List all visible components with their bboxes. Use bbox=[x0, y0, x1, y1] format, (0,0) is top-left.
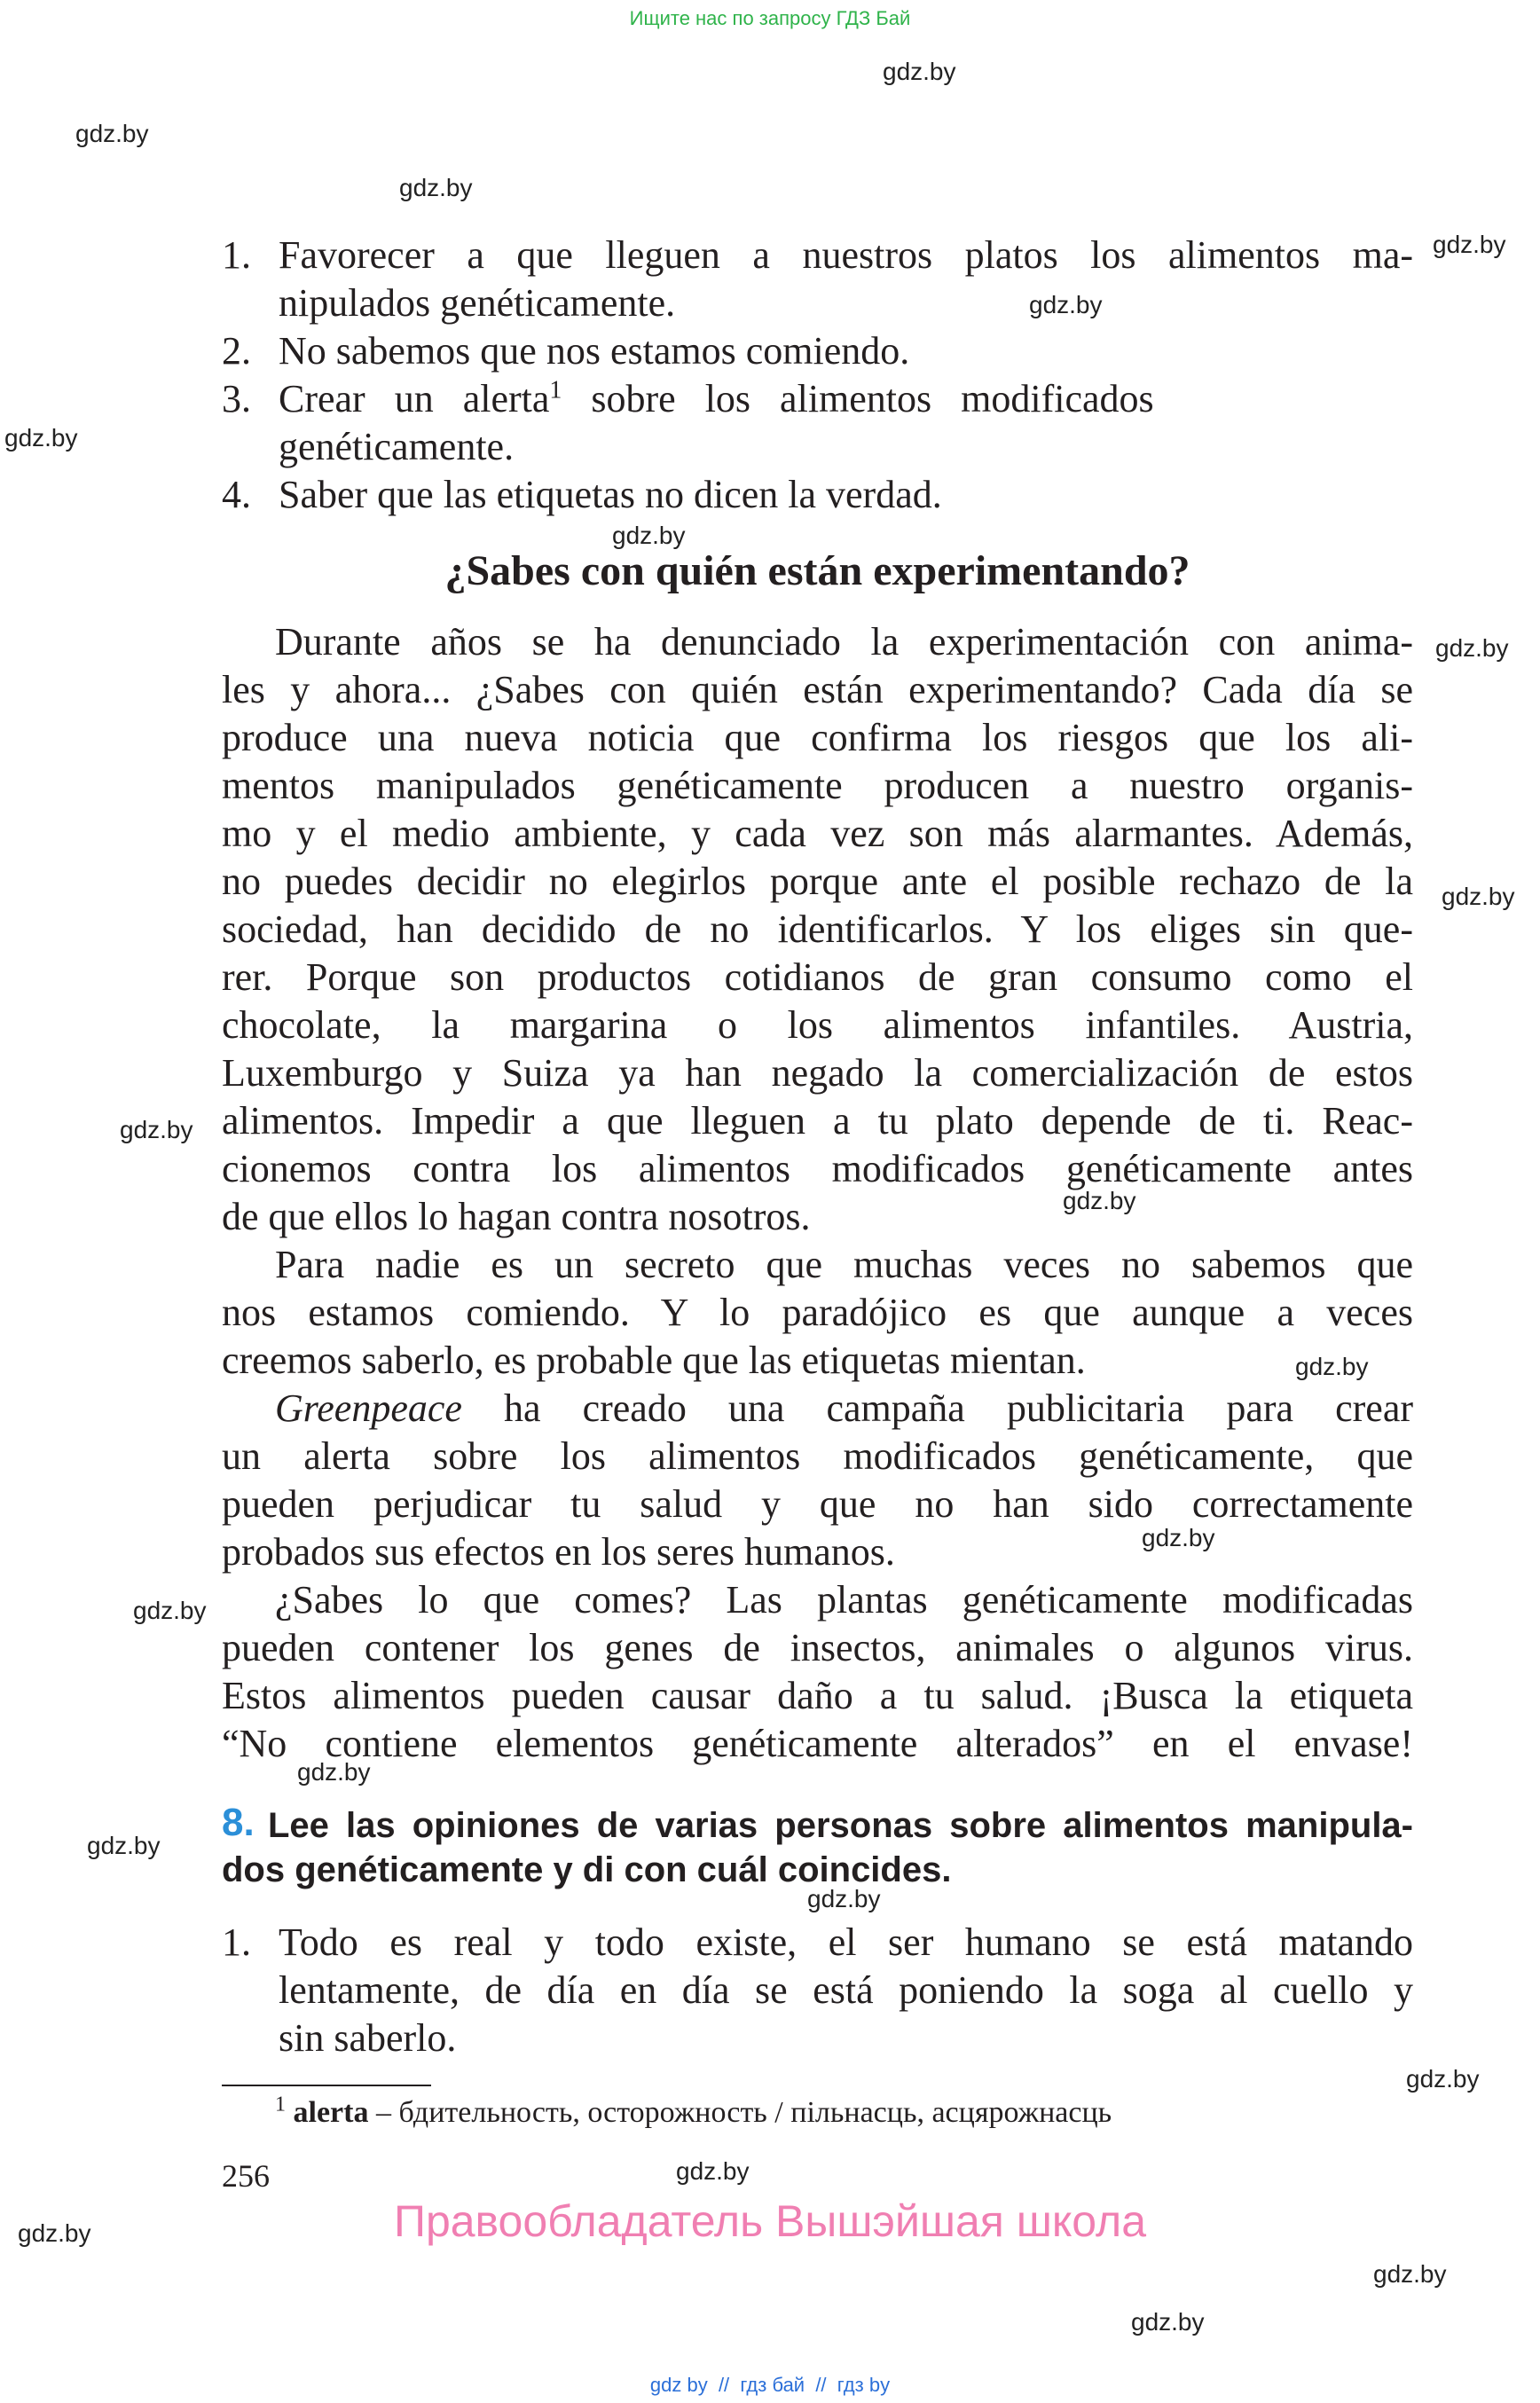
watermark: gdz.by bbox=[1295, 1353, 1369, 1380]
watermark: gdz.by bbox=[87, 1832, 161, 1859]
paragraph-line: no puedes decidir no elegirlos porque ante el posible rechazo de la bbox=[222, 860, 1413, 903]
paragraph-line: mentos manipulados genéticamente producen a nuestro organis- bbox=[222, 764, 1413, 807]
paragraph-line: alimentos. Impedir a que lleguen a tu plato depende de ti. Reac- bbox=[222, 1099, 1413, 1143]
paragraph-line: les y ahora... ¿Sabes con quién están experimentando? Cada día se bbox=[222, 668, 1413, 711]
watermark: gdz.by bbox=[1442, 883, 1515, 910]
exercise-instruction-line: dos genéticamente y di con cuál coincides. bbox=[222, 1850, 952, 1889]
paragraph-line: nos estamos comiendo. Y lo paradójico es que aunque a veces bbox=[222, 1291, 1413, 1334]
footnote-mark: 1 bbox=[275, 2093, 286, 2116]
paragraph-line: “No contiene elementos genéticamente alterados” en el envase! bbox=[222, 1722, 1413, 1765]
paragraph-line: Luxemburgo y Suiza ya han negado la comercialización de estos bbox=[222, 1051, 1413, 1095]
watermark: gdz.by bbox=[1131, 2308, 1205, 2336]
paragraph-line: produce una nueva noticia que confirma los riesgos que los ali- bbox=[222, 716, 1413, 759]
paragraph-line: mo y el medio ambiente, y cada vez son más alarmantes. Además, bbox=[222, 812, 1413, 855]
paragraph-line: creemos saberlo, es probable que las etiquetas mientan. bbox=[222, 1339, 1086, 1382]
paragraph-line: Durante años se ha denunciado la experimentación con anima- bbox=[275, 620, 1413, 664]
watermark: gdz.by bbox=[1406, 2065, 1480, 2093]
watermark: gdz.by bbox=[75, 120, 149, 147]
list-item-number: 3. bbox=[222, 377, 251, 420]
watermark: gdz.by bbox=[883, 58, 956, 85]
paragraph-line: sociedad, han decidido de no identificarlos. Y los eliges sin que- bbox=[222, 907, 1413, 951]
footnote-rule bbox=[222, 2085, 431, 2086]
watermark: gdz.by bbox=[1435, 634, 1509, 662]
list-item-line: lentamente, de día en día se está poniendo la soga al cuello y bbox=[279, 1968, 1413, 2012]
watermark: gdz.by bbox=[18, 2219, 91, 2247]
paragraph-line: rer. Porque son productos cotidianos de gran consumo como el bbox=[222, 955, 1413, 999]
watermark: gdz.by bbox=[1142, 1524, 1215, 1551]
paragraph-line: ¿Sabes lo que comes? Las plantas genéticamente modificadas bbox=[275, 1578, 1413, 1622]
exercise-number: 8. bbox=[222, 1801, 255, 1844]
brand-name: Greenpeace bbox=[275, 1386, 462, 1430]
list-item-line: Favorecer a que lleguen a nuestros platos los alimentos ma- bbox=[279, 233, 1413, 277]
watermark: gdz.by bbox=[133, 1597, 207, 1624]
watermark: gdz.by bbox=[807, 1885, 881, 1912]
paragraph-line: pueden perjudicar tu salud y que no han sido correctamente bbox=[222, 1482, 1413, 1526]
footnote bbox=[275, 2093, 1112, 2130]
list-item-line: No sabemos que nos estamos comiendo. bbox=[279, 329, 910, 373]
list-item-line: Saber que las etiquetas no dicen la verdad. bbox=[279, 473, 942, 516]
watermark: gdz.by bbox=[1063, 1187, 1136, 1214]
paragraph-line: pueden contener los genes de insectos, animales o algunos virus. bbox=[222, 1626, 1413, 1669]
paragraph-text: ha creado una campaña publicitaria para crear bbox=[461, 1386, 1413, 1430]
watermark: gdz.by bbox=[1373, 2260, 1447, 2288]
list-item-number: 4. bbox=[222, 473, 251, 516]
watermark: gdz.by bbox=[399, 174, 473, 201]
footnote-ref: 1 bbox=[549, 376, 562, 404]
watermark: gdz.by bbox=[120, 1116, 193, 1143]
footnote-term: alerta bbox=[293, 2096, 369, 2129]
paragraph-line: Estos alimentos pueden causar daño a tu salud. ¡Busca la etiqueta bbox=[222, 1674, 1413, 1717]
paragraph-line: cionemos contra los alimentos modificados genéticamente antes bbox=[222, 1147, 1413, 1190]
list-item-text: sobre los alimentos modificados bbox=[562, 377, 1154, 420]
paragraph-line: Para nadie es un secreto que muchas veces no sabemos que bbox=[275, 1243, 1413, 1286]
watermark: gdz.by bbox=[4, 424, 78, 452]
watermark: gdz.by bbox=[612, 522, 686, 549]
list-item-line: nipulados genéticamente. bbox=[279, 281, 676, 325]
list-item-text: Crear un alerta bbox=[279, 377, 550, 420]
list-item-number: 1. bbox=[222, 233, 251, 277]
list-item-line: sin saberlo. bbox=[279, 2016, 457, 2060]
watermark: gdz.by bbox=[297, 1758, 371, 1786]
copyright-notice: Правообладатель Вышэйшая школа bbox=[394, 2196, 1146, 2246]
paragraph-line: probados sus efectos en los seres humanos. bbox=[222, 1530, 895, 1574]
footnote-text: – бдительность, осторожность / пільнасць, асцярожнасць bbox=[368, 2096, 1112, 2129]
section-heading: ¿Sabes con quién están experimentando? bbox=[444, 547, 1190, 594]
exercise-instruction-line: Lee las opiniones de varias personas sobre alimentos manipula- bbox=[268, 1806, 1413, 1845]
bottom-links[interactable]: gdz by // гдз бай // гдз by bbox=[649, 2374, 891, 2396]
list-item-line: genéticamente. bbox=[279, 425, 515, 468]
paragraph-line bbox=[275, 1386, 1413, 1431]
list-item-line: Todo es real y todo existe, el ser humano se está matando bbox=[279, 1920, 1413, 1964]
page-number: 256 bbox=[222, 2158, 270, 2194]
watermark: gdz.by bbox=[1029, 291, 1103, 318]
list-item-number: 2. bbox=[222, 329, 251, 373]
list-item-number: 1. bbox=[222, 1920, 251, 1964]
paragraph-line: chocolate, la margarina o los alimentos infantiles. Austria, bbox=[222, 1003, 1413, 1047]
paragraph-line: de que ellos lo hagan contra nosotros. bbox=[222, 1195, 811, 1238]
list-item-line bbox=[279, 376, 1154, 421]
paragraph-line: un alerta sobre los alimentos modificados genéticamente, que bbox=[222, 1434, 1413, 1478]
top-banner[interactable]: Ищите нас по запросу ГДЗ Бай bbox=[629, 7, 911, 29]
watermark: gdz.by bbox=[1433, 231, 1506, 258]
watermark: gdz.by bbox=[676, 2157, 750, 2185]
